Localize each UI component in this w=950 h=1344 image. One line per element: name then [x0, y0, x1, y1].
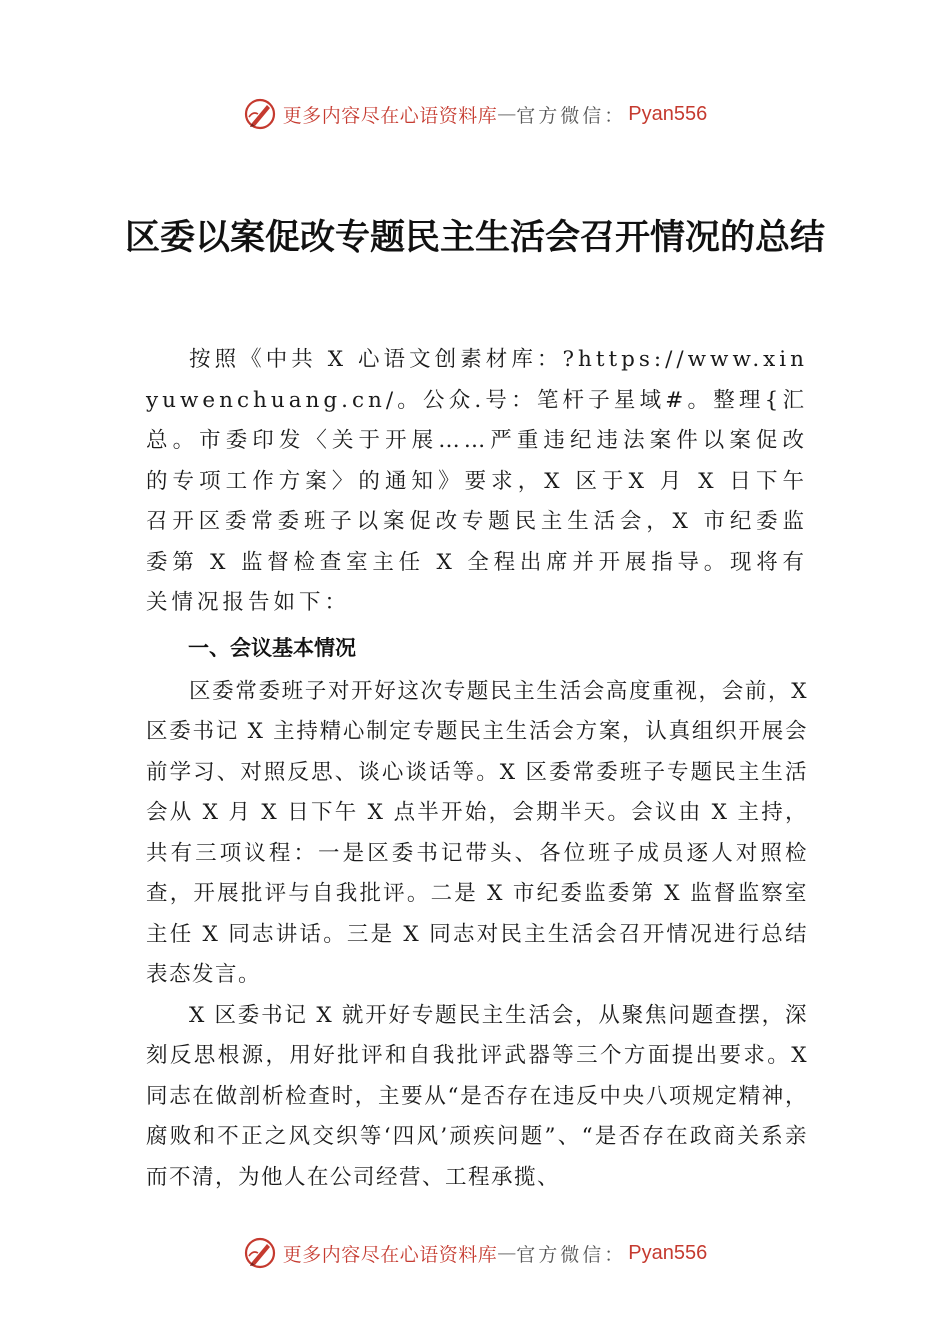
banner-contact-label: 官方微信： [516, 104, 627, 127]
document-body [146, 340, 808, 1198]
pen-circle-logo-icon [243, 97, 277, 131]
banner-contact-id: Pyan556 [628, 1241, 708, 1264]
body-paragraph: 区委常委班子对开好这次专题民主生活会高度重视，会前，X 区委书记 X 主持精心制定专题民主生活会方案，认真组织开展会前学习、对照反思、谈心谈话等。X 区委常委班子专题民主生活会从 X 月 X 日下午 X 点半开始，会期半天。会议由 X 主持，共有三项议程：一是区委书记带头、各位班子成员逐人对照检查，开展批评与自我批评。二是 X 市纪委监委第 X 监督监察室主任 X 同志讲话。三是 X 同志对民主生活会召开情况进行总结表态发言。 [146, 678, 808, 987]
banner-separator: — [497, 1242, 517, 1264]
header-watermark-banner [0, 92, 950, 136]
pen-circle-logo-icon [243, 1236, 277, 1270]
banner-main-text: 更多内容尽在心语资料库 [282, 1243, 498, 1266]
banner-separator: — [497, 103, 517, 125]
intro-paragraph: 按照《中共 X 心语文创素材库：?https://www.xinyuwenchuang.cn/。公众.号：笔杆子星域#。整理{汇总。市委印发〈关于开展……严重违纪违法案件以案促改的专项工作方案〉的通知》要求，X 区于X 月 X 日下午召开区委常委班子以案促改专题民主生活会，X 市纪委监委第 X 监督检查室主任 X 全程出席并开展指导。现将有关情况报告如下： [146, 347, 808, 615]
section-heading: 一、会议基本情况 [188, 635, 356, 660]
banner-main-text: 更多内容尽在心语资料库 [282, 104, 498, 127]
banner-contact-id: Pyan556 [628, 102, 708, 125]
footer-watermark-banner [0, 1231, 950, 1275]
banner-contact-label: 官方微信： [516, 1243, 627, 1266]
body-paragraph: X 区委书记 X 就开好专题民主生活会，从聚焦问题查摆，深刻反思根源，用好批评和自我批评武器等三个方面提出要求。X 同志在做剖析检查时，主要从“是否存在违反中央八项规定精神，腐败和不正之风交织等‘四风’顽疾问题”、“是否存在政商关系亲而不清，为他人在公司经营、工程承揽、 [146, 1002, 808, 1190]
document-title: 区委以案促改专题民主生活会召开情况的总结 [124, 218, 825, 258]
